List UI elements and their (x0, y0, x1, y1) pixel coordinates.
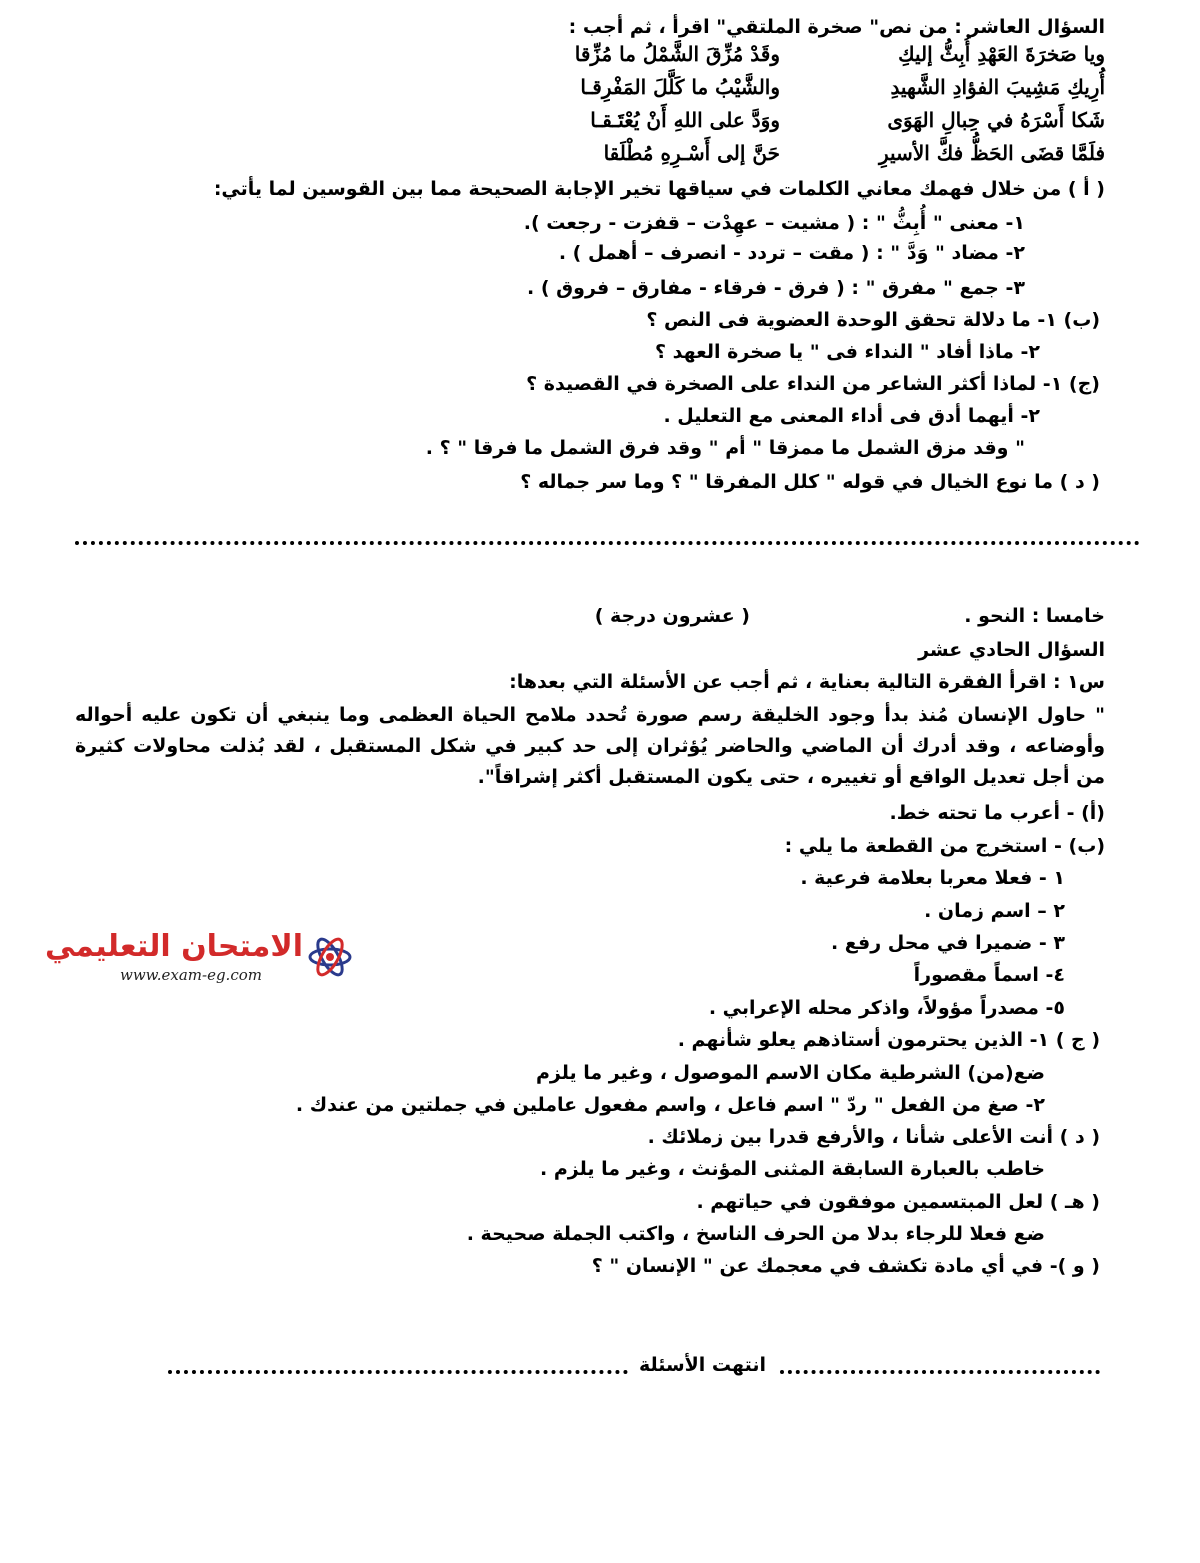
q11-b5: ٥- مصدراً مؤولاً، واذكر محله الإعرابي . (708, 997, 1065, 1019)
q10-a1: ١- معنى " أُبِثُّ " : ( مشيت – عهِدْت – قفزت - رجعت ). (523, 212, 1025, 234)
q11-s1: س١ : اقرأ الفقرة التالية بعناية ، ثم أجب عن الأسئلة التي بعدها: (509, 671, 1105, 693)
q11-b-head: (ب) - استخرج من القطعة ما يلي : (784, 835, 1105, 857)
q10-d: ( د ) ما نوع الخيال في قوله " كلل المفرقا " ؟ وما سر جماله ؟ (520, 471, 1100, 493)
q11-a: (أ) - أعرب ما تحته خط. (889, 802, 1105, 824)
end-text: انتهت الأسئلة (635, 1352, 770, 1378)
verse-2-first: أُرِيكِ مَشِيبَ الفؤادِ الشَّهيدِ (890, 75, 1105, 99)
q11-b2: ٢ – اسم زمان . (924, 900, 1065, 922)
logo-url: www.exam-eg.com (120, 966, 262, 984)
end-dots-right (780, 1352, 1100, 1374)
verse-4-first: فلَمَّا قضَى الحَظُّ فكَّ الأسيرِ (878, 141, 1105, 165)
q10-c2: ٢- أيهما أدق فى أداء المعنى مع التعليل . (663, 405, 1040, 427)
logo-name: الامتحان التعليمي (44, 929, 303, 964)
q11-c1: ( ج ) ١- الذين يحترمون أستاذهم يعلو شأنهم . (677, 1029, 1100, 1051)
section-divider (75, 541, 1140, 545)
section5-title: خامسا : النحو . (964, 605, 1105, 627)
q11-b3: ٣ - ضميرا في محل رفع . (830, 932, 1065, 954)
q10-a2: ٢- مضاد " وَدَّ " : ( مقت – تردد - انصرف – أهمل ) . (558, 242, 1025, 264)
q11-b1: ١ - فعلا معربا بعلامة فرعية . (800, 867, 1065, 889)
q10-c3: " وقد مزق الشمل ما ممزقا " أم " وقد فرق الشمل ما فرقا " ؟ . (425, 437, 1025, 459)
q11-paragraph: " حاول الإنسان مُنذ بدأ وجود الخليقة رسم صورة تُحدد ملامح الحياة العظمى وما ينبغي أن تكون عليه أحواله وأوضاعه ، وقد أدرك أن الماضي والحاضر يُؤثران إلى حد كبير في شكل المستقبل ، لقد بُذلت محاولات كثيرة من أجل تعديل الواقع أو تغييره ، حتى يكون المستقبل أكثر إشراقاً". (75, 704, 1105, 788)
end-dots-left (168, 1352, 628, 1374)
section5-marks: ( عشرون درجة ) (594, 605, 750, 627)
q11-e-sub: ضع فعلا للرجاء بدلا من الحرف الناسخ ، واكتب الجملة صحيحة . (466, 1223, 1045, 1245)
q11-d-sub: خاطب بالعبارة السابقة المثنى المؤنث ، وغير ما يلزم . (540, 1158, 1045, 1180)
q10-a-head: ( أ ) من خلال فهمك معاني الكلمات في سياقها تخير الإجابة الصحيحة مما بين القوسين لما يأتي: (213, 178, 1105, 200)
site-logo (44, 928, 355, 990)
q10-c1: (ج) ١- لماذا أكثر الشاعر من النداء على الصخرة في القصيدة ؟ (526, 373, 1100, 395)
q11-b4: ٤- اسماً مقصوراً (913, 964, 1065, 986)
q10-a3: ٣- جمع " مفرق " : ( فرق - فرقاء - مفارق – فروق ) . (527, 277, 1025, 299)
q10-title: السؤال العاشر : من نص" صخرة الملتقي" اقرأ ، ثم أجب : (568, 16, 1105, 38)
verse-2-second: والشَّيْبُ ما كَلَّلَ المَفْرِقـا (580, 75, 780, 99)
q11-e: ( هـ ) لعل المبتسمين موفقون في حياتهم . (696, 1191, 1100, 1213)
q11-f: ( و )- في أي مادة تكشف في معجمك عن " الإنسان " ؟ (591, 1255, 1100, 1277)
verse-1-first: ويا صَخرَةَ العَهْدِ أُبِثُّ إليكِ (898, 42, 1105, 66)
q10-b1: (ب) ١- ما دلالة تحقق الوحدة العضوية فى النص ؟ (646, 309, 1100, 331)
q11-d: ( د ) أنت الأعلى شأنا ، والأرفع قدرا بين زملائك . (647, 1126, 1100, 1148)
verse-3-first: شَكا أَسْرَهُ في حِبالِ الهَوَى (887, 108, 1105, 132)
q10-b2: ٢- ماذا أفاد " النداء فى " يا صخرة العهد ؟ (655, 341, 1040, 363)
verse-1-second: وقَدْ مُزِّقَ الشَّمْلُ ما مُزِّقا (574, 42, 780, 66)
q11-title: السؤال الحادي عشر (918, 639, 1105, 661)
q11-c1-sub: ضع(من) الشرطية مكان الاسم الموصول ، وغير ما يلزم (535, 1062, 1045, 1084)
end-of-questions (168, 1352, 1100, 1378)
atom-icon (307, 932, 353, 982)
verse-3-second: ووَدَّ على اللهِ أَنْ يُعْتَـقـا (590, 108, 780, 132)
verse-4-second: حَنَّ إلى أَسْـرِهِ مُطْلَقا (603, 141, 780, 165)
q11-c2: ٢- صغ من الفعل " ردّ " اسم فاعل ، واسم مفعول عاملين في جملتين من عندك . (295, 1094, 1045, 1116)
